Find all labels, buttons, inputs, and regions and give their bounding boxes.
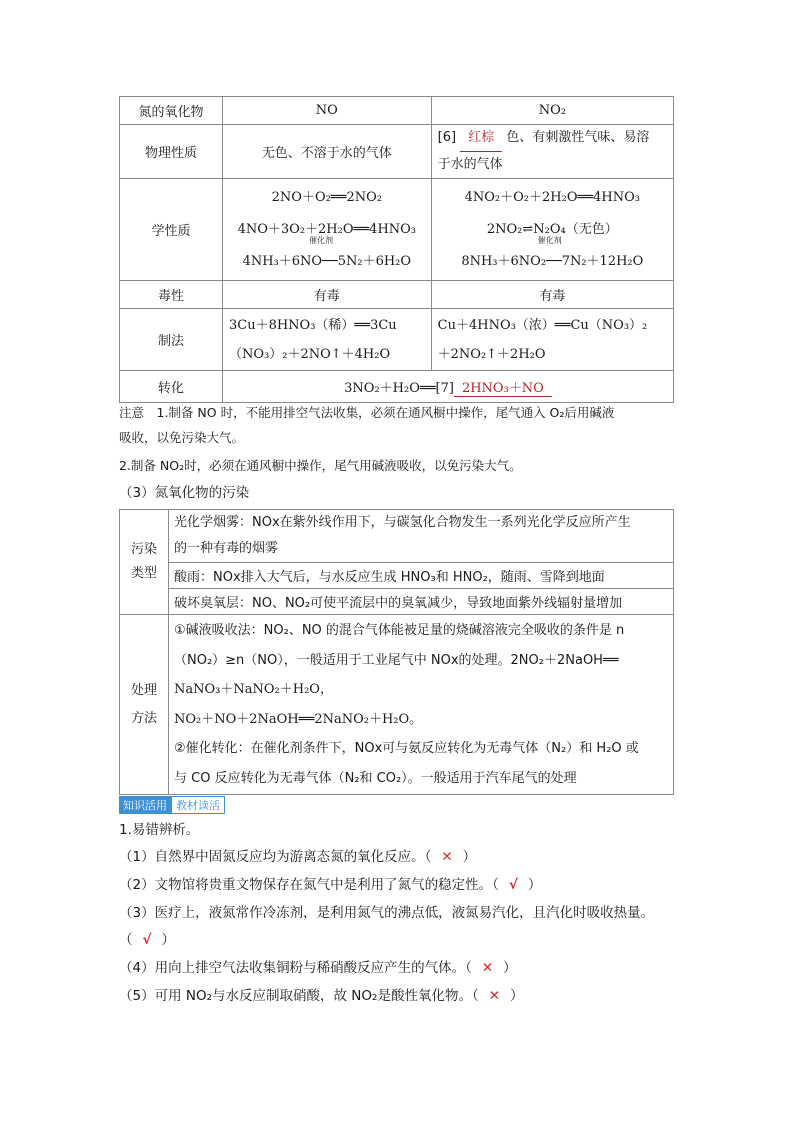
label-treatment-1: 处理: [130, 682, 157, 698]
phys-no2: [431, 125, 673, 179]
label-pollution-type: [120, 510, 169, 615]
section-tags: [119, 796, 225, 814]
conversion-equation: [222, 371, 673, 403]
smog-line2: 的一种有毒的烟雾: [174, 541, 279, 556]
chem-no-eq3: [223, 235, 431, 278]
question-4-close: ）: [503, 960, 517, 976]
tox-no: 有毒: [222, 281, 431, 309]
phys-no2-line2: 于水的气体: [437, 157, 503, 172]
blank-6-label: [6]: [437, 130, 457, 145]
row-label-physical: 物理性质: [120, 125, 223, 179]
tag-knowledge-use: 知识活用: [119, 796, 171, 814]
treat-line5: ②催化转化：在催化剂条件下，NOx可与氨反应转化为无毒气体（N₂）和 H₂O 或: [174, 741, 639, 756]
treat-line2: （NO₂）≥n（NO），一般适用于工业尾气中 NOx的处理。2NO₂＋2NaOH══: [174, 652, 619, 668]
treatment-methods: [169, 615, 674, 795]
prep-no-line2: （NO₃）₂＋2NO↑＋4H₂O: [228, 346, 391, 362]
phys-no: 无色、不溶于水的气体: [222, 125, 431, 179]
chem-no-eq1: 2NO＋O₂══2NO₂: [271, 189, 382, 205]
row-label-chemical: 学性质: [120, 179, 223, 281]
chem-no-eq3-text: 4NH₃＋6NO──5N₂＋6H₂O: [242, 253, 412, 269]
catalyst-label: 催化剂: [308, 235, 333, 245]
answer-4-cross-icon: ✕: [481, 960, 494, 976]
answer-3-check-icon: √: [142, 932, 152, 948]
treat-line3: NaNO₃＋NaNO₂＋H₂O，: [174, 682, 333, 697]
answer-2-check-icon: √: [508, 877, 518, 893]
question-4-text: （4）用向上排空气法收集铜粉与稀硝酸反应产生的气体。（: [119, 960, 472, 976]
question-5: [119, 983, 524, 1009]
chem-no: [222, 179, 431, 281]
ozone-depletion: 破坏臭氧层：NO、NO₂可使平流层中的臭氧减少，导致地面紫外线辐射量增加: [169, 589, 674, 615]
nitrogen-oxides-table: [119, 96, 674, 403]
treat-line1: ①碱液吸收法：NO₂、NO 的混合气体能被足量的烧碱溶液完全吸收的条件是 n: [174, 623, 625, 638]
exercise-title: 1.易错辨析。: [119, 822, 200, 838]
treat-line4: NO₂＋NO＋2NaOH══2NaNO₂＋H₂O。: [174, 711, 423, 727]
chem-no2-eq3: [432, 235, 673, 278]
question-1-text: （1）自然界中固氮反应均为游离态氮的氧化反应。（: [119, 849, 432, 865]
pollution-table: [119, 509, 674, 795]
question-5-close: ）: [510, 988, 524, 1004]
chem-no2-eq3-text: 8NH₃＋6NO₂──7N₂＋12H₂O: [461, 253, 644, 269]
question-3: （3）医疗上，液氮常作冷冻剂，是利用氮气的沸点低，液氮易汽化，且汽化时吸收热量。: [119, 905, 655, 921]
label-pollution-type-1: 污染: [130, 542, 157, 557]
smog-line1: 光化学烟雾：NOx在紫外线作用下，与碳氢化合物发生一系列光化学反应所产生: [174, 515, 631, 530]
question-1: [119, 844, 476, 870]
row-label-toxicity: 毒性: [120, 281, 223, 309]
prep-no2-line2: ＋2NO₂↑＋2H₂O: [437, 346, 546, 362]
blank-6-answer: 红棕: [460, 125, 502, 152]
prep-no: [222, 309, 431, 371]
prep-no2-line1: Cu＋4HNO₃（浓）══Cu（NO₃）₂: [437, 317, 648, 333]
chem-no2-eq1: 4NO₂＋O₂＋2H₂O══4HNO₃: [464, 189, 640, 205]
question-3-open: （: [119, 932, 133, 948]
header-no2: NO₂: [431, 97, 673, 125]
chem-no2-eq2: 2NO₂⇌N₂O₄（无色）: [486, 221, 618, 237]
chem-no-eq2: 4NO＋3O₂＋2H₂O══4HNO₃: [237, 221, 417, 237]
question-3-answer: [119, 927, 175, 953]
question-2-text: （2）文物馆将贵重文物保存在氮气中是利用了氮气的稳定性。（: [119, 877, 499, 893]
tox-no2: 有毒: [431, 281, 673, 309]
answer-1-cross-icon: ✕: [441, 849, 453, 865]
label-treatment-2: 方法: [130, 710, 157, 726]
note-2: 2.制备 NO₂时，必须在通风橱中操作，尾气用碱液吸收，以免污染大气。: [119, 458, 522, 473]
prep-no-line1: 3Cu＋8HNO₃（稀）══3Cu: [228, 317, 397, 333]
note-1-line1: 注意 1.制备 NO 时，不能用排空气法收集，必须在通风橱中操作，尾气通入 O₂后用碱液: [119, 405, 615, 420]
tag-textbook-read: 教材读活: [171, 796, 225, 814]
row-label-conversion: 转化: [120, 371, 223, 403]
header-oxide: 氮的氧化物: [120, 97, 223, 125]
note-1-line2: 吸收，以免污染大气。: [119, 430, 245, 445]
question-1-close: ）: [462, 849, 477, 865]
section-3-title: （3）氮氧化物的污染: [119, 485, 250, 501]
answer-5-cross-icon: ✕: [488, 988, 501, 1004]
acid-rain: 酸雨：NOx排入大气后，与水反应生成 HNO₃和 HNO₂，随雨、雪降到地面: [169, 563, 674, 589]
row-label-preparation: 制法: [120, 309, 223, 371]
question-2: [119, 872, 541, 898]
question-3-close: ）: [161, 932, 176, 948]
blank-7-answer: 2HNO₃＋NO: [454, 377, 552, 397]
chem-no2: [431, 179, 673, 281]
prep-no2: [431, 309, 673, 371]
photochemical-smog: [169, 510, 674, 563]
phys-no2-rest: 色、有刺激性气味、易溶: [506, 130, 650, 145]
note-1: [119, 400, 679, 450]
question-4: [119, 955, 517, 981]
conversion-prefix: 3NO₂＋H₂O══[7]: [344, 380, 454, 396]
catalyst-label-2: 催化剂: [537, 235, 562, 245]
treat-line6: 与 CO 反应转化为无毒气体（N₂和 CO₂）。一般适用于汽车尾气的处理: [174, 770, 577, 786]
label-treatment: [120, 615, 169, 795]
header-no: NO: [222, 97, 431, 125]
question-2-close: ）: [527, 877, 542, 893]
question-5-text: （5）可用 NO₂与水反应制取硝酸，故 NO₂是酸性氧化物。（: [119, 988, 479, 1004]
phys-no2-line1: [438, 125, 673, 152]
label-pollution-type-2: 类型: [130, 566, 157, 581]
